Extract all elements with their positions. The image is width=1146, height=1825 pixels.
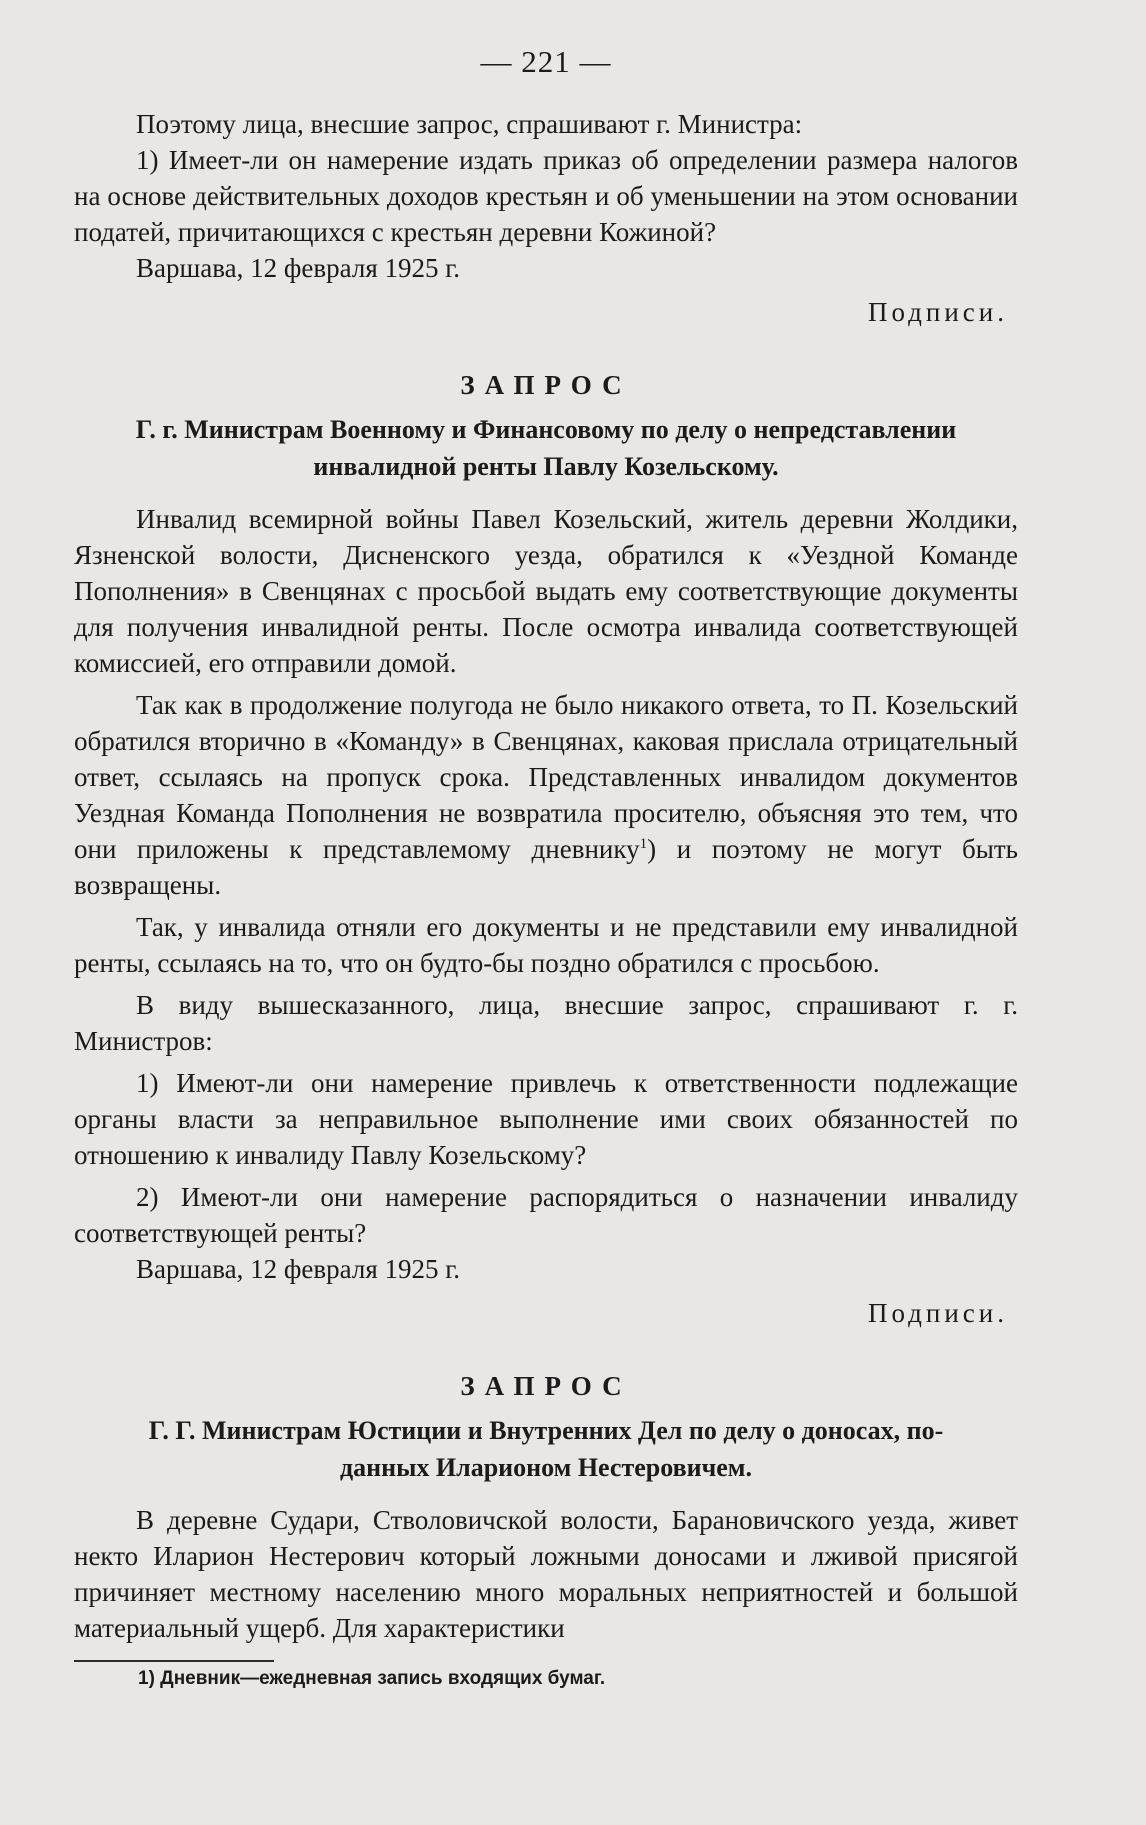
inquiry-body <box>74 1502 1018 1646</box>
intro-paragraph: Поэтому лица, внесшие запрос, спрашивают г. Министра: <box>136 109 803 139</box>
paragraph-text: Так как в продолжение полугода не было никакого ответа, то П. Козельский обратился вторично в «Команду» в Свенцянах, каковая прислала отрицательный ответ, ссылаясь на пропуск срока. Представленных инвалидом документов Уездная Команда Пополнения не возвратила просителю, объясняя это тем, что они приложены к представлемому дневнику <box>74 690 1018 864</box>
place-date: Варшава, 12 февраля 1925 г. <box>136 253 461 283</box>
footnote-divider <box>74 1660 274 1662</box>
inquiry-title-line: Г. г. Министрам Военному и Финансовому по делу о непредставлении <box>135 415 957 444</box>
body-paragraph <box>74 687 1018 903</box>
inquiry-title-line: инвалидной ренты Павлу Козельскому. <box>313 452 779 481</box>
body-paragraph: Так, у инвалида отняли его документы и не представили ему инвалидной ренты, ссылаясь на то, что он будто-бы поздно обратился с просьбою. <box>74 912 1018 978</box>
inquiry-heading: ЗАПРОС <box>460 370 632 400</box>
page-number: — 221 — <box>480 44 612 79</box>
inquiry-title <box>74 411 1018 485</box>
signatures: Подписи. <box>867 297 1008 327</box>
question-paragraph: 1) Имеют-ли они намерение привлечь к ответственности подлежащие органы власти за неправильное выполнение ими своих обязанностей по отношению к инвалиду Павлу Козельскому? <box>74 1068 1018 1170</box>
paragraph-text: ) и поэтому не могут быть возвращены. <box>74 834 1018 900</box>
inquiry-title-line: данных Иларионом Нестеровичем. <box>339 1453 753 1482</box>
signatures: Подписи. <box>867 1298 1008 1328</box>
footnote: 1) Дневник—ежедневная запись входящих бумаг. <box>138 1668 606 1689</box>
section-continuation <box>74 106 1018 250</box>
footnote-marker: 1 <box>639 836 648 852</box>
body-paragraph: Инвалид всемирной войны Павел Козельский, житель деревни Жолдики, Язненской волости, Дисненского уезда, обратился к «Уездной Команде Пополнения» в Свенцянах с просьбой выдать ему соответствующие документы для получения инвалидной ренты. После осмотра инвалида соответствующей комиссией, его отправили домой. <box>74 504 1018 678</box>
inquiry-title <box>74 1412 1018 1486</box>
inquiry-body <box>74 501 1018 1251</box>
inquiry-title-line: Г. Г. Министрам Юстиции и Внутренних Дел по делу о доносах, по- <box>148 1416 944 1445</box>
question-paragraph: 2) Имеют-ли они намерение распорядиться о назначении инвалиду соответствующей ренты? <box>74 1182 1018 1248</box>
inquiry-heading: ЗАПРОС <box>460 1371 632 1401</box>
body-paragraph: В виду вышесказанного, лица, внесшие запрос, спрашивают г. г. Министров: <box>74 990 1018 1056</box>
body-paragraph: В деревне Судари, Стволовичской волости, Барановичского уезда, живет некто Иларион Нестерович который ложными доносами и лживой присягой причиняет местному населению много моральных неприятностей и большой материальный ущерб. Для характеристики <box>74 1505 1018 1643</box>
place-date: Варшава, 12 февраля 1925 г. <box>136 1254 461 1284</box>
question-paragraph: 1) Имеет-ли он намерение издать приказ об определении размера налогов на основе действительных доходов крестьян и об уменьшении на этом основании податей, причитающихся с крестьян деревни Кожиной? <box>74 145 1018 247</box>
